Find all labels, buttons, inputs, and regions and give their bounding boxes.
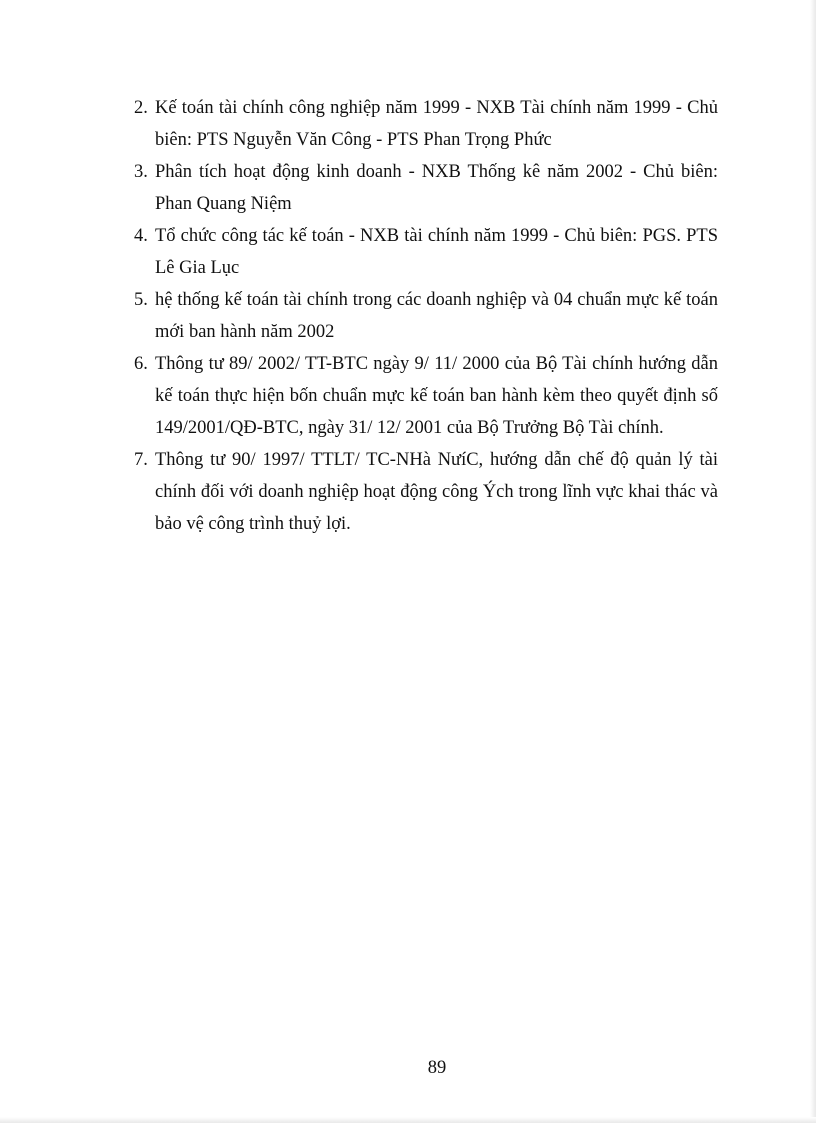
reference-item-7 — [134, 444, 718, 540]
reference-number: 7. — [134, 450, 148, 470]
reference-list — [134, 92, 718, 540]
reference-number: 6. — [134, 354, 148, 374]
reference-number: 3. — [134, 162, 148, 182]
reference-text: Tổ chức công tác kế toán - NXB tài chính năm 1999 - Chủ biên: PGS. PTS Lê Gia Lục — [155, 226, 718, 278]
reference-item-4 — [134, 220, 718, 284]
reference-text: Thông tư 89/ 2002/ TT-BTC ngày 9/ 11/ 2000 của Bộ Tài chính hướng dẫn kế toán thực hiện bốn chuẩn mực kế toán ban hành kèm theo quyết định số 149/2001/QĐ-BTC, ngày 31/ 12/ 2001 của Bộ Trưởng Bộ Tài chính. — [155, 354, 718, 438]
page-edge-bottom — [0, 1117, 816, 1123]
page-edge-right — [810, 0, 816, 1123]
reference-text: Phân tích hoạt động kinh doanh - NXB Thống kê năm 2002 - Chủ biên: Phan Quang Niệm — [155, 162, 718, 214]
reference-item-3 — [134, 156, 718, 220]
reference-number: 2. — [134, 98, 148, 118]
reference-text: Kế toán tài chính công nghiệp năm 1999 - NXB Tài chính năm 1999 - Chủ biên: PTS Nguyễn Văn Công - PTS Phan Trọng Phức — [155, 98, 718, 150]
reference-number: 5. — [134, 290, 148, 310]
reference-item-5 — [134, 284, 718, 348]
reference-number: 4. — [134, 226, 148, 246]
reference-item-6 — [134, 348, 718, 444]
reference-item-2 — [134, 92, 718, 156]
reference-text: hệ thống kế toán tài chính trong các doanh nghiệp và 04 chuẩn mực kế toán mới ban hành năm 2002 — [155, 290, 718, 342]
page-number: 89 — [427, 1058, 447, 1078]
reference-text: Thông tư 90/ 1997/ TTLT/ TC-NHà NưíC, hướng dẫn chế độ quản lý tài chính đối với doanh nghiệp hoạt động công Ých trong lĩnh vực khai thác và bảo vệ công trình thuỷ lợi. — [155, 450, 718, 534]
